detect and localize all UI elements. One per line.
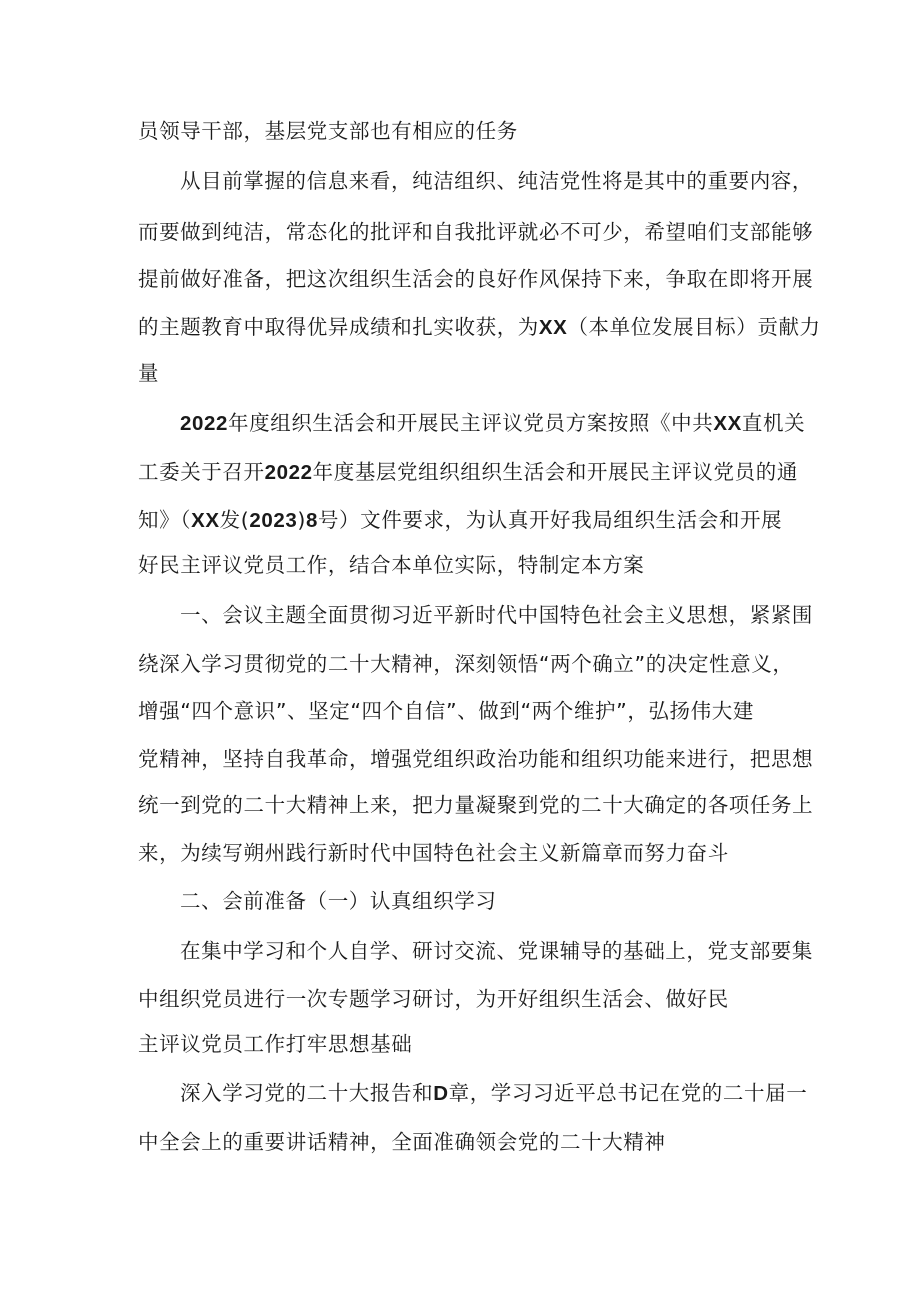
paragraph-first-line: 一、会议主题全面贯彻习近平新时代中国特色社会主义思想，紧紧围	[180, 603, 813, 627]
text-line: 量	[138, 361, 160, 385]
text-line: 绕深入学习贯彻党的二十大精神，深刻领悟“两个确立”的决定性意义，	[138, 652, 794, 676]
text-line: 增强“四个意识”、坚定“四个自信”、做到“两个维护”，弘扬伟大建	[138, 699, 754, 723]
text-line: 好民主评议党员工作，结合本单位实际，特制定本方案	[138, 553, 645, 577]
text-line: 知》（XX发(2023)8号）文件要求，为认真开好我局组织生活会和开展	[138, 508, 783, 532]
paragraph-first-line: 2022年度组织生活会和开展民主评议党员方案按照《中共XX直机关	[180, 411, 806, 435]
text-line: 党精神，坚持自我革命，增强党组织政治功能和组织功能来进行，把思想	[138, 747, 814, 771]
section-heading: 二、会前准备（一）认真组织学习	[180, 889, 497, 913]
paragraph-first-line: 深入学习党的二十大报告和D章，学习习近平总书记在党的二十届一	[180, 1081, 808, 1105]
text-line: 的主题教育中取得优异成绩和扎实收获，为XX（本单位发展目标）贡献力	[138, 315, 821, 339]
text-line: 提前做好准备，把这次组织生活会的良好作风保持下来，争取在即将开展	[138, 267, 814, 291]
text-line: 中全会上的重要讲话精神，全面准确领会党的二十大精神	[138, 1130, 666, 1154]
text-line: 主评议党员工作打牢思想基础	[138, 1032, 413, 1056]
text-line: 员领导干部，基层党支部也有相应的任务	[138, 119, 518, 143]
text-line: 统一到党的二十大精神上来，把力量凝聚到党的二十大确定的各项任务上	[138, 793, 814, 817]
paragraph-first-line: 在集中学习和个人自学、研讨交流、党课辅导的基础上，党支部要集	[180, 939, 813, 963]
text-line: 来，为续写朔州践行新时代中国特色社会主义新篇章而努力奋斗	[138, 841, 729, 865]
text-line: 而要做到纯洁，常态化的批评和自我批评就必不可少，希望咱们支部能够	[138, 220, 814, 244]
paragraph-first-line: 从目前掌握的信息来看，纯洁组织、纯洁党性将是其中的重要内容，	[180, 169, 813, 193]
text-line: 工委关于召开2022年度基层党组织组织生活会和开展民主评议党员的通	[138, 460, 798, 484]
text-line: 中组织党员进行一次专题学习研讨，为开好组织生活会、做好民	[138, 987, 729, 1011]
